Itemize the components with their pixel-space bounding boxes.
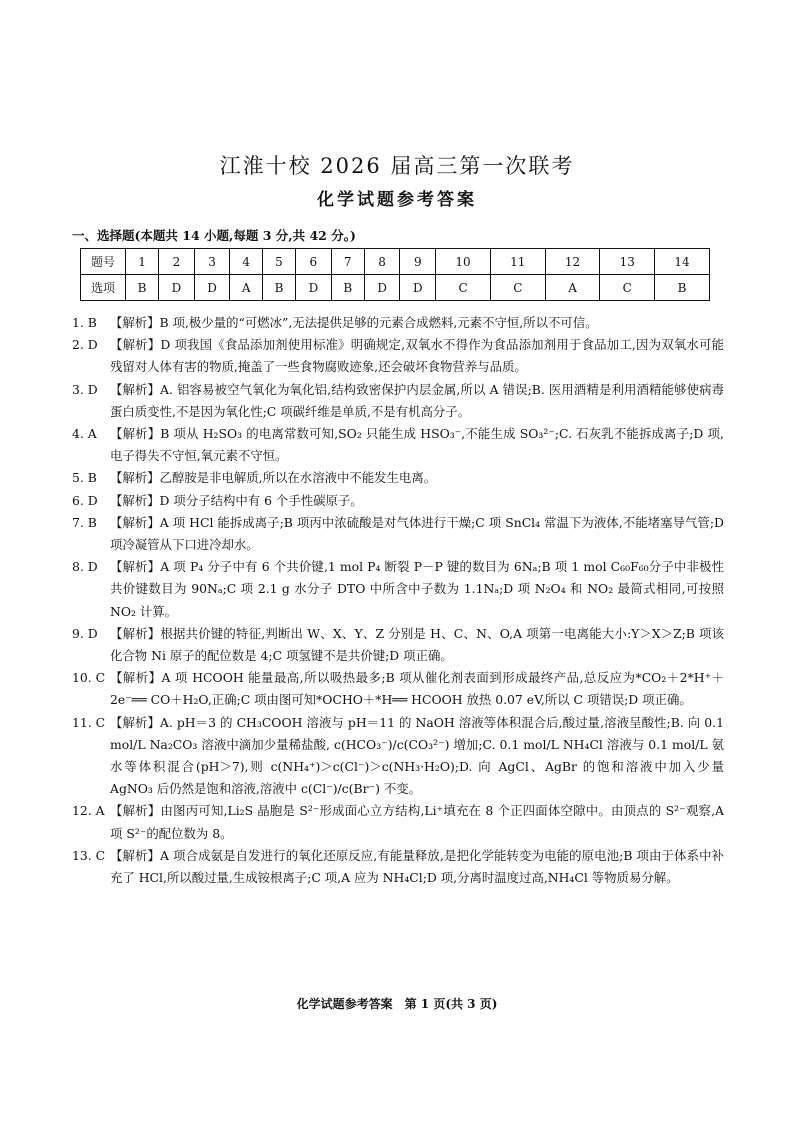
answer-cell: D xyxy=(296,275,332,301)
answer-cell: D xyxy=(159,275,195,301)
explanation-list xyxy=(72,312,724,889)
explanation-number: 6. D xyxy=(72,492,98,508)
explanation-item xyxy=(72,556,724,623)
explanation-text: 【解析】A. 铝容易被空气氧化为氧化铝,结构致密保护内层金属,所以 A 错误;B. 医用酒精是利用酒精能够使病毒蛋白质变性,不是因为氧化性;C 项碳纤维是单质,不是有机高分子。 xyxy=(110,381,724,419)
explanation-number: 4. A xyxy=(72,426,97,442)
explanation-number: 2. D xyxy=(72,337,98,353)
answer-cell: B xyxy=(655,275,710,301)
answer-cell: D xyxy=(400,275,436,301)
question-cell: 5 xyxy=(262,249,295,275)
explanation-item xyxy=(72,467,724,489)
explanation-number: 11. C xyxy=(72,714,106,730)
explanation-number: 13. C xyxy=(72,847,106,863)
question-cell: 10 xyxy=(436,249,491,275)
explanation-text: 【解析】A 项 HCOOH 能量最高,所以吸热最多;B 项从催化剂表面到形成最终产品,总反应为*CO₂＋2*H⁺＋2e⁻══ CO＋H₂O,正确;C 项由图可知*OCHO＋*H══ HCOOH 放热 0.07 eV,所以 C 项错误;D 项正确。 xyxy=(110,670,724,708)
question-cell: 14 xyxy=(655,249,710,275)
explanation-text: 【解析】乙醇胺是非电解质,所以在水溶液中不能发生电离。 xyxy=(110,470,437,486)
explanation-number: 8. D xyxy=(72,559,98,575)
answer-cell: A xyxy=(230,275,263,301)
question-number-row xyxy=(81,249,710,275)
question-cell: 12 xyxy=(545,249,600,275)
explanation-text: 【解析】D 项我国《食品添加剂使用标准》明确规定,双氧水不得作为食品添加剂用于食品加工,因为双氧水可能残留对人体有害的物质,掩盖了一些食物腐败迹象,还会破坏食物营养与品质。 xyxy=(110,337,724,375)
explanation-number: 3. D xyxy=(72,381,98,397)
question-cell: 4 xyxy=(230,249,263,275)
answer-row xyxy=(81,275,710,301)
explanation-item xyxy=(72,334,724,378)
explanation-item xyxy=(72,423,724,467)
explanation-text: 【解析】D 项分子结构中有 6 个手性碳原子。 xyxy=(110,492,363,508)
question-cell: 6 xyxy=(296,249,332,275)
explanation-item xyxy=(72,845,724,889)
explanation-item xyxy=(72,667,724,711)
page-footer: 化学试题参考答案 第 1 页(共 3 页) xyxy=(296,997,498,1011)
answer-cell: D xyxy=(364,275,400,301)
page-title: 江淮十校 2026 届高三第一次联考 xyxy=(219,154,575,178)
answer-table xyxy=(80,248,710,301)
question-cell: 11 xyxy=(490,249,545,275)
answer-cell: B xyxy=(331,275,364,301)
section-heading: 一、选择题(本题共 14 小题,每题 3 分,共 42 分。) xyxy=(72,228,356,243)
explanation-number: 5. B xyxy=(72,470,97,486)
page-subtitle: 化学试题参考答案 xyxy=(317,190,477,210)
explanation-text: 【解析】A. pH＝3 的 CH₃COOH 溶液与 pH＝11 的 NaOH 溶液等体积混合后,酸过量,溶液呈酸性;B. 向 0.1 mol/L Na₂CO₃ 溶液中滴加少量稀盐酸, c(HCO₃⁻)/c(CO₃²⁻) 增加;C. 0.1 mol/L NH₄Cl 溶液与 0.1 mol/L 氨水等体积混合(pH＞7),则 c(NH₄⁺)＞c(Cl⁻)＞c(NH₃·H₂O);D. 向 AgCl、AgBr 的饱和溶液中加入少量 AgNO₃ 后仍然是饱和溶液,溶液中 c(Cl⁻)/c(Br⁻) 不变。 xyxy=(110,714,724,797)
question-cell: 7 xyxy=(331,249,364,275)
row-label-option: 选项 xyxy=(81,275,126,301)
explanation-item xyxy=(72,712,724,801)
explanation-text: 【解析】B 项从 H₂SO₃ 的电离常数可知,SO₂ 只能生成 HSO₃⁻,不能生成 SO₃²⁻;C. 石灰乳不能拆成离子;D 项,电子得失不守恒,氧元素不守恒。 xyxy=(110,426,724,464)
explanation-number: 9. D xyxy=(72,625,98,641)
explanation-item xyxy=(72,800,724,844)
answer-cell: C xyxy=(600,275,655,301)
explanation-number: 1. B xyxy=(72,315,97,330)
explanation-item xyxy=(72,379,724,423)
question-cell: 3 xyxy=(194,249,230,275)
question-cell: 9 xyxy=(400,249,436,275)
answer-cell: A xyxy=(545,275,600,301)
row-label-question: 题号 xyxy=(81,249,126,275)
question-cell: 1 xyxy=(126,249,159,275)
answer-cell: B xyxy=(126,275,159,301)
explanation-text: 【解析】A 项 HCl 能拆成离子;B 项丙中浓硫酸是对气体进行干燥;C 项 SnCl₄ 常温下为液体,不能堵塞导气管;D 项冷凝管从下口进冷却水。 xyxy=(110,514,724,553)
explanation-text: 【解析】A 项合成氨是自发进行的氧化还原反应,有能量释放,是把化学能转变为电能的原电池;B 项由于体系中补充了 HCl,所以酸过量,生成铵根离子;C 项,A 应为 NH₄Cl;D 项,分离时温度过高,NH₄Cl 等物质易分解。 xyxy=(110,847,724,886)
question-cell: 2 xyxy=(159,249,195,275)
explanation-number: 7. B xyxy=(72,514,97,530)
answer-cell: C xyxy=(490,275,545,301)
explanation-text: 【解析】根据共价键的特征,判断出 W、X、Y、Z 分别是 H、C、N、O,A 项第一电离能大小:Y＞X＞Z;B 项该化合物 Ni 原子的配位数是 4;C 项氢键不是共价键;D 项正确。 xyxy=(110,625,724,664)
explanation-number: 10. C xyxy=(72,670,106,686)
explanation-item xyxy=(72,312,724,334)
answer-cell: D xyxy=(194,275,230,301)
explanation-text: 【解析】B 项,极少量的“可燃冰”,无法提供足够的元素合成燃料,元素不守恒,所以不可信。 xyxy=(110,315,598,330)
question-cell: 8 xyxy=(364,249,400,275)
explanation-text: 【解析】A 项 P₄ 分子中有 6 个共价键,1 mol P₄ 断裂 P－P 键的数目为 6Nₐ;B 项 1 mol C₆₀F₆₀分子中非极性共价键数目为 90Nₐ;C 项 2.1 g 水分子 DTO 中所含中子数为 1.1Nₐ;D 项 N₂O₄ 和 NO₂ 最简式相同,可按照 NO₂ 计算。 xyxy=(110,559,724,619)
explanation-item xyxy=(72,490,724,512)
question-cell: 13 xyxy=(600,249,655,275)
answer-cell: B xyxy=(262,275,295,301)
explanation-number: 12. A xyxy=(72,803,105,819)
answer-cell: C xyxy=(436,275,491,301)
explanation-text: 【解析】由图丙可知,Li₂S 晶胞是 S²⁻形成面心立方结构,Li⁺填充在 8 个正四面体空隙中。由顶点的 S²⁻观察,A 项 S²⁻的配位数为 8。 xyxy=(110,803,724,841)
explanation-item xyxy=(72,512,724,556)
explanation-item xyxy=(72,623,724,667)
